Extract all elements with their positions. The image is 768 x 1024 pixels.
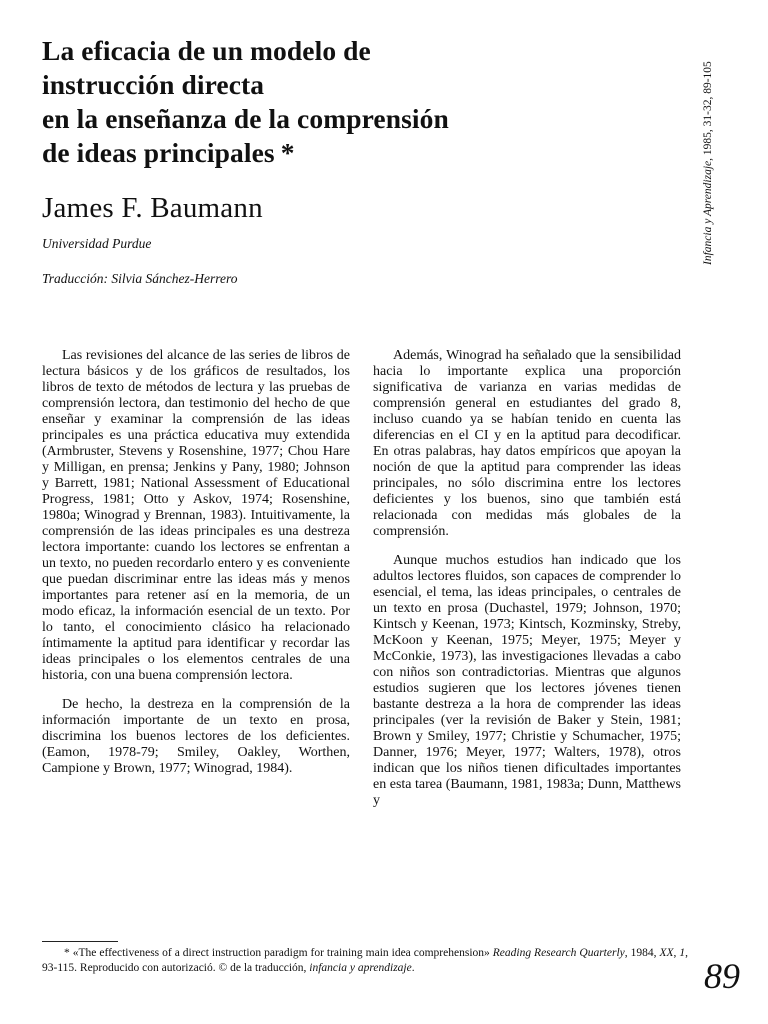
footnote-year: , 1984,: [624, 947, 660, 959]
body-paragraph: Las revisiones del alcance de las series de libros de lectura básicos y de los gráficos de resultados, los libros de texto de métodos de lectura y las pruebas de comprensión lectora, dan testimonio del hecho de que enseñar y examinar la comprensión de las ideas principales es una práctica educativa muy extendida (Armbruster, Stevens y Rosenshine, 1977; Chou Hare y Milligan, en prensa; Jenkins y Pany, 1980; Johnson y Barrett, 1981; National Assessment of Educational Progress, 1981; Otto y Askov, 1974; Rosenshine, 1980a; Winograd y Brennan, 1983). Intuitivamente, la comprensión de las ideas principales es una destreza lectora importante: cuando los lectores se enfrentan a un texto, no pueden recordarlo entero y es conveniente que puedan discriminar entre las ideas más y menos importantes para retener así en la memoria, de un modo eficaz, la información esencial de un texto. Por lo tanto, el conocimiento clásico ha relacionado íntimamente la aptitud para identificar y recordar las ideas principales o los elementos centrales de una historia, con una buena comprensión lectora.: [42, 348, 350, 683]
running-citation-journal: Infancia y Aprendizaje: [702, 160, 714, 265]
title-line-1: La eficacia de un modelo de: [42, 35, 371, 66]
footnote-divider: [42, 941, 118, 942]
body-column-right: [373, 348, 681, 822]
body-paragraph: Además, Winograd ha señalado que la sensibilidad hacia lo importante explica una proporción significativa de varianza en varias medidas de comprensión general en estudiantes del grado 8, incluso cuando ya se habían tenido en cuenta las diferencias en el CI y en la aptitud para decodificar. En otras palabras, hay datos empíricos que apoyan la noción de que la aptitud para comprender las ideas principales, no sólo discrimina entre los lectores deficientes y los buenos, sino que también está relacionada con medidas más globales de la comprensión.: [373, 348, 681, 539]
body-paragraph: De hecho, la destreza en la comprensión de la información importante de un texto en prosa, discrimina los buenos lectores de los deficientes. (Eamon, 1978-79; Smiley, Oakley, Worthen, Campione y Brown, 1977; Winograd, 1984).: [42, 697, 350, 776]
body-column-left: [42, 348, 350, 790]
title-footnote-marker: *: [280, 137, 295, 168]
article-title: [42, 34, 652, 170]
title-line-4: [42, 136, 652, 170]
footnote-volume: XX: [659, 947, 674, 959]
footnote-journal: Reading Research Quarterly: [492, 947, 625, 959]
footnote-marker: *: [64, 947, 70, 959]
title-line-2: instrucción directa: [42, 69, 265, 100]
translation-credit: Traducción: Silvia Sánchez-Herrero: [42, 271, 238, 286]
footnote: [42, 946, 688, 975]
footnote-pages-rights: , 93-115. Reproducido con autorizació. © de la traducción,: [42, 947, 689, 974]
author-name: James F. Baumann: [42, 192, 263, 224]
footnote-sep: ,: [673, 947, 680, 959]
body-paragraph: Aunque muchos estudios han indicado que los adultos lectores fluidos, son capaces de comprender lo esencial, el tema, las ideas principales, o centrales de un texto en prosa (Duchastel, 1979; Johnson, 1970; Kintsch y Keenan, 1973; Kintsch, Kozminsky, Streby, McKoon y Keenan, 1975; Meyer, 1975; Meyer y McConkie, 1973), las investigaciones llevadas a cabo con niños son contradictorias. Mientras que algunos estudios sugieren que los lectores jóvenes tienen bastante destreza a la hora de comprender las ideas principales (ver la revisión de Baker y Stein, 1981; Brown y Smiley, 1977; Christie y Schumacher, 1975; Danner, 1976; Meyer, 1977; Walters, 1978), otros indican que los niños tienen dificultades importantes en esta tarea (Baumann, 1981, 1983a; Dunn, Matthews y: [373, 553, 681, 808]
author-affiliation: Universidad Purdue: [42, 236, 152, 251]
footnote-original-title: «The effectiveness of a direct instruction paradigm for training main idea comprehension»: [72, 947, 490, 959]
running-citation: [701, 61, 715, 265]
title-line-3: en la enseñanza de la comprensión: [42, 103, 449, 134]
title-line-4-text: de ideas principales: [42, 137, 275, 168]
running-citation-details: , 1985, 31-32, 89-105: [702, 61, 714, 161]
footnote-publisher: infancia y aprendizaje: [309, 961, 412, 974]
footnote-issue: 1: [679, 947, 686, 959]
page-number: 89: [704, 956, 740, 996]
footnote-end: .: [411, 961, 415, 974]
